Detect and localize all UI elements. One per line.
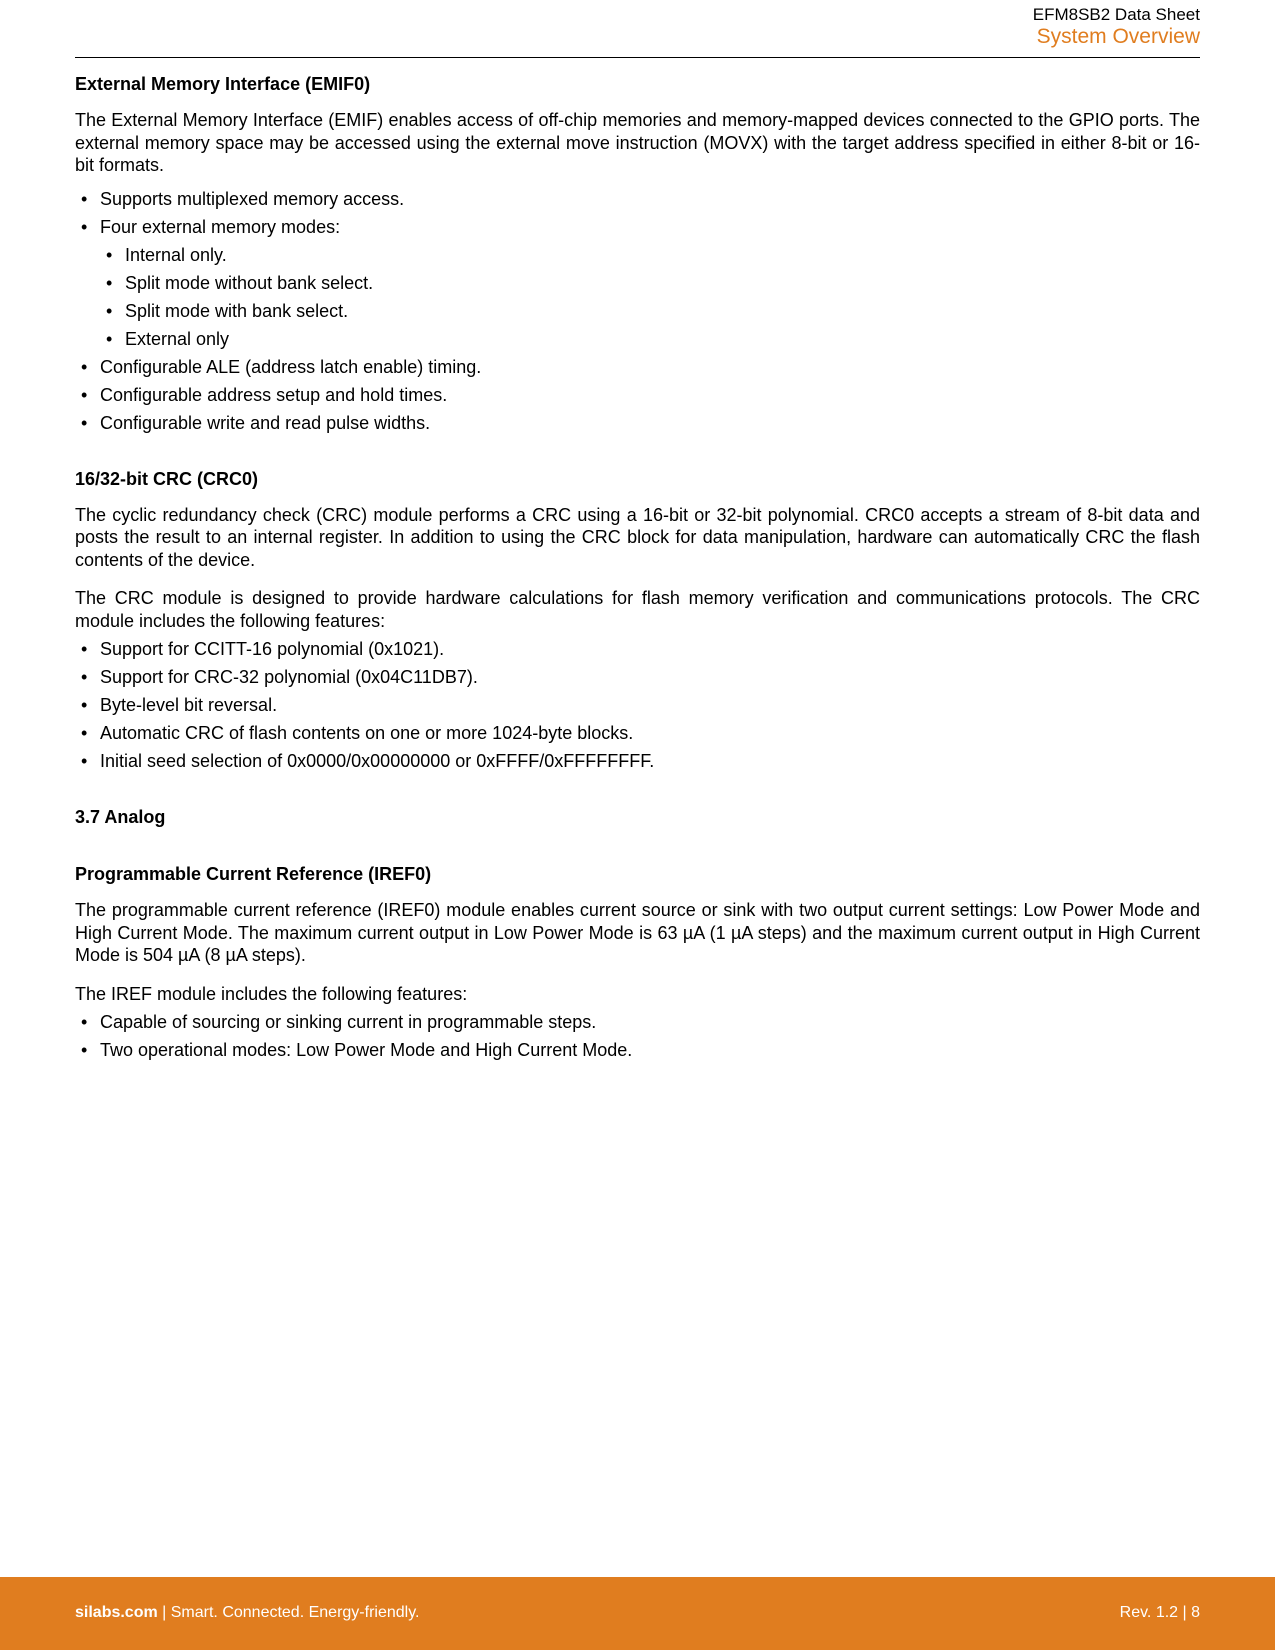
list-item: • Automatic CRC of flash contents on one or more 1024-byte blocks. <box>75 719 1200 747</box>
iref-paragraph-1: The programmable current reference (IREF0) module enables current source or sink with two output current settings: Low Power Mode and High Current Mode. The maximum current output in Low Power Mode is 63 µA (1 µA steps) and the maximum current output in High Current Mode is 504 µA (8 µA steps). <box>75 900 1200 965</box>
crc-paragraph-2: The CRC module is designed to provide hardware calculations for flash memory verification and communications protocols. The CRC module includes the following features: <box>75 588 1200 631</box>
list-item: • Capable of sourcing or sinking current in programmable steps. <box>75 1008 1200 1036</box>
footer-tagline <box>75 1603 419 1623</box>
list-item: • Split mode without bank select. <box>75 269 1200 297</box>
crc-heading: 16/32-bit CRC (CRC0) <box>75 468 259 489</box>
page-header <box>75 0 1200 58</box>
list-item: • Support for CRC-32 polynomial (0x04C11DB7). <box>75 663 1200 691</box>
emif-heading: External Memory Interface (EMIF0) <box>75 74 371 94</box>
doc-title: EFM8SB2 Data Sheet <box>1032 5 1200 24</box>
list-item: • Configurable address setup and hold times. <box>75 381 1200 409</box>
footer-slogan: | Smart. Connected. Energy-friendly. <box>157 1604 420 1621</box>
section-title: System Overview <box>1036 25 1200 48</box>
list-item: • Two operational modes: Low Power Mode and High Current Mode. <box>75 1036 1200 1064</box>
list-item: • Byte-level bit reversal. <box>75 691 1200 719</box>
list-item: • Supports multiplexed memory access. <box>75 185 1200 213</box>
list-item: • Internal only. <box>75 241 1200 269</box>
crc-feature-list <box>75 635 1200 775</box>
list-item: • Split mode with bank select. <box>75 297 1200 325</box>
iref-feature-list <box>75 1008 1200 1064</box>
footer-revision: Rev. 1.2 | 8 <box>1119 1604 1200 1621</box>
page-content <box>75 72 1200 1064</box>
list-item: • Support for CCITT-16 polynomial (0x1021). <box>75 635 1200 663</box>
page-footer <box>0 1577 1275 1650</box>
crc-paragraph-1: The cyclic redundancy check (CRC) module performs a CRC using a 16-bit or 32-bit polynomial. CRC0 accepts a stream of 8-bit data and posts the result to an internal register. In addition to using the CRC block for data manipulation, hardware can automatically CRC the flash contents of the device. <box>75 504 1200 570</box>
analog-heading: 3.7 Analog <box>75 807 166 827</box>
emif-paragraph: The External Memory Interface (EMIF) enables access of off-chip memories and memory-mapped devices connected to the GPIO ports. The external memory space may be accessed using the external move instruction (MOVX) with the target address specified in either 8-bit or 16-bit formats. <box>75 110 1200 175</box>
list-item: • Configurable ALE (address latch enable) timing. <box>75 353 1200 381</box>
list-item: • Initial seed selection of 0x0000/0x00000000 or 0xFFFF/0xFFFFFFFF. <box>75 747 1200 775</box>
iref-paragraph-2: The IREF module includes the following features: <box>75 983 468 1004</box>
list-item: • Four external memory modes: <box>75 213 1200 241</box>
list-item: • Configurable write and read pulse widths. <box>75 409 1200 437</box>
emif-feature-list <box>75 185 1200 437</box>
iref-heading: Programmable Current Reference (IREF0) <box>75 864 432 884</box>
list-item: • External only <box>75 325 1200 353</box>
footer-site-link[interactable]: silabs.com <box>75 1604 158 1621</box>
